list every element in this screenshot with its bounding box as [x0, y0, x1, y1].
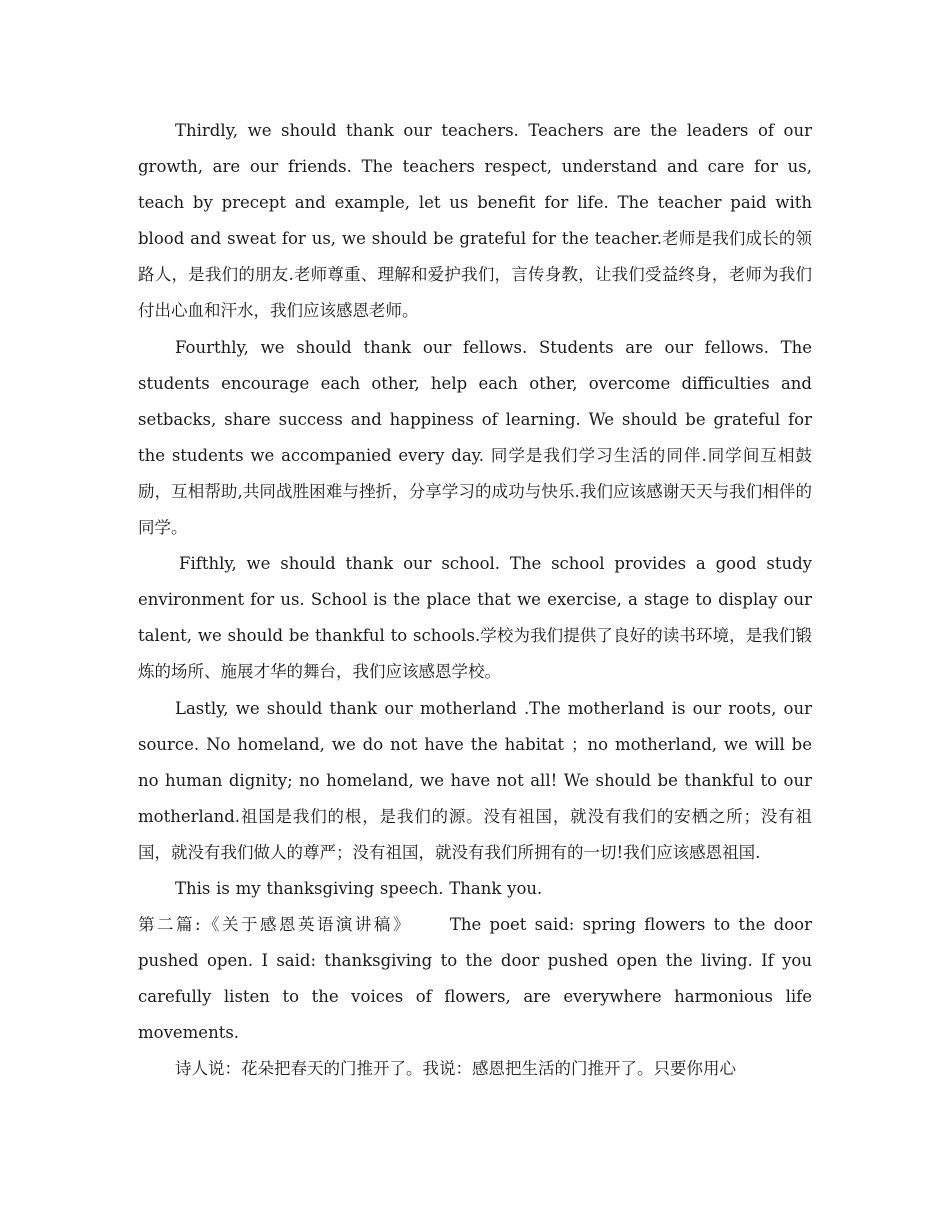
- paragraph-poet-chinese: [138, 1051, 812, 1087]
- paragraph-text: Thirdly, we should thank our teachers. Teachers are the leaders of our growth, are our friends. The teachers respect, understand and care for us, teach by precept and example, let us benefit for life. The teacher paid with blood and sweat for us, we should be grateful for the teacher.老师是我们成长的领路人，是我们的朋友.老师尊重、理解和爱护我们，言传身教，让我们受益终身，老师为我们付出心血和汗水，我们应该感恩老师。: [138, 121, 812, 321]
- paragraph-school: [138, 546, 812, 690]
- document-page: [138, 113, 812, 1088]
- paragraph-teachers: [138, 113, 812, 330]
- paragraph-closing: [138, 871, 812, 907]
- paragraph-text: Fourthly, we should thank our fellows. Students are our fellows. The students encourage each other, help each other, overcome difficulties and setbacks, share success and happiness of learning. We should be grateful for the students we accompanied every day. 同学是我们学习生活的同伴.同学间互相鼓励，互相帮助,共同战胜困难与挫折，分享学习的成功与快乐.我们应该感谢天天与我们相伴的同学。: [138, 337, 812, 538]
- paragraph-text: This is my thanksgiving speech. Thank you.: [175, 878, 543, 898]
- article-heading: 第二篇:《关于感恩英语演讲稿》: [138, 915, 412, 935]
- paragraph-text: The poet said: spring flowers to the door pushed open. I said: thanksgiving to the door pushed open the living. If you carefully listen to the voices of flowers, are everywhere harmonious life movements.: [138, 915, 812, 1043]
- paragraph-text: Fifthly, we should thank our school. The school provides a good study environment for us. School is the place that we exercise, a stage to display our talent, we should be thankful to schools.学校为我们提供了良好的读书环境，是我们锻炼的场所、施展才华的舞台，我们应该感恩学校。: [138, 554, 812, 682]
- paragraph-fellows: [138, 330, 812, 547]
- paragraph-text: Lastly, we should thank our motherland .The motherland is our roots, our source. No homeland, we do not have the habitat ；no motherland, we will be no human dignity; no homeland, we have not all! We should be thankful to our motherland.祖国是我们的根，是我们的源。没有祖国，就没有我们的安栖之所；没有祖国，就没有我们做人的尊严；没有祖国，就没有我们所拥有的一切!我们应该感恩祖国.: [138, 698, 812, 862]
- paragraph-text: 诗人说：花朵把春天的门推开了。我说：感恩把生活的门推开了。只要你用心: [175, 1059, 736, 1079]
- paragraph-motherland: [138, 691, 812, 871]
- paragraph-second-article: [138, 907, 812, 1051]
